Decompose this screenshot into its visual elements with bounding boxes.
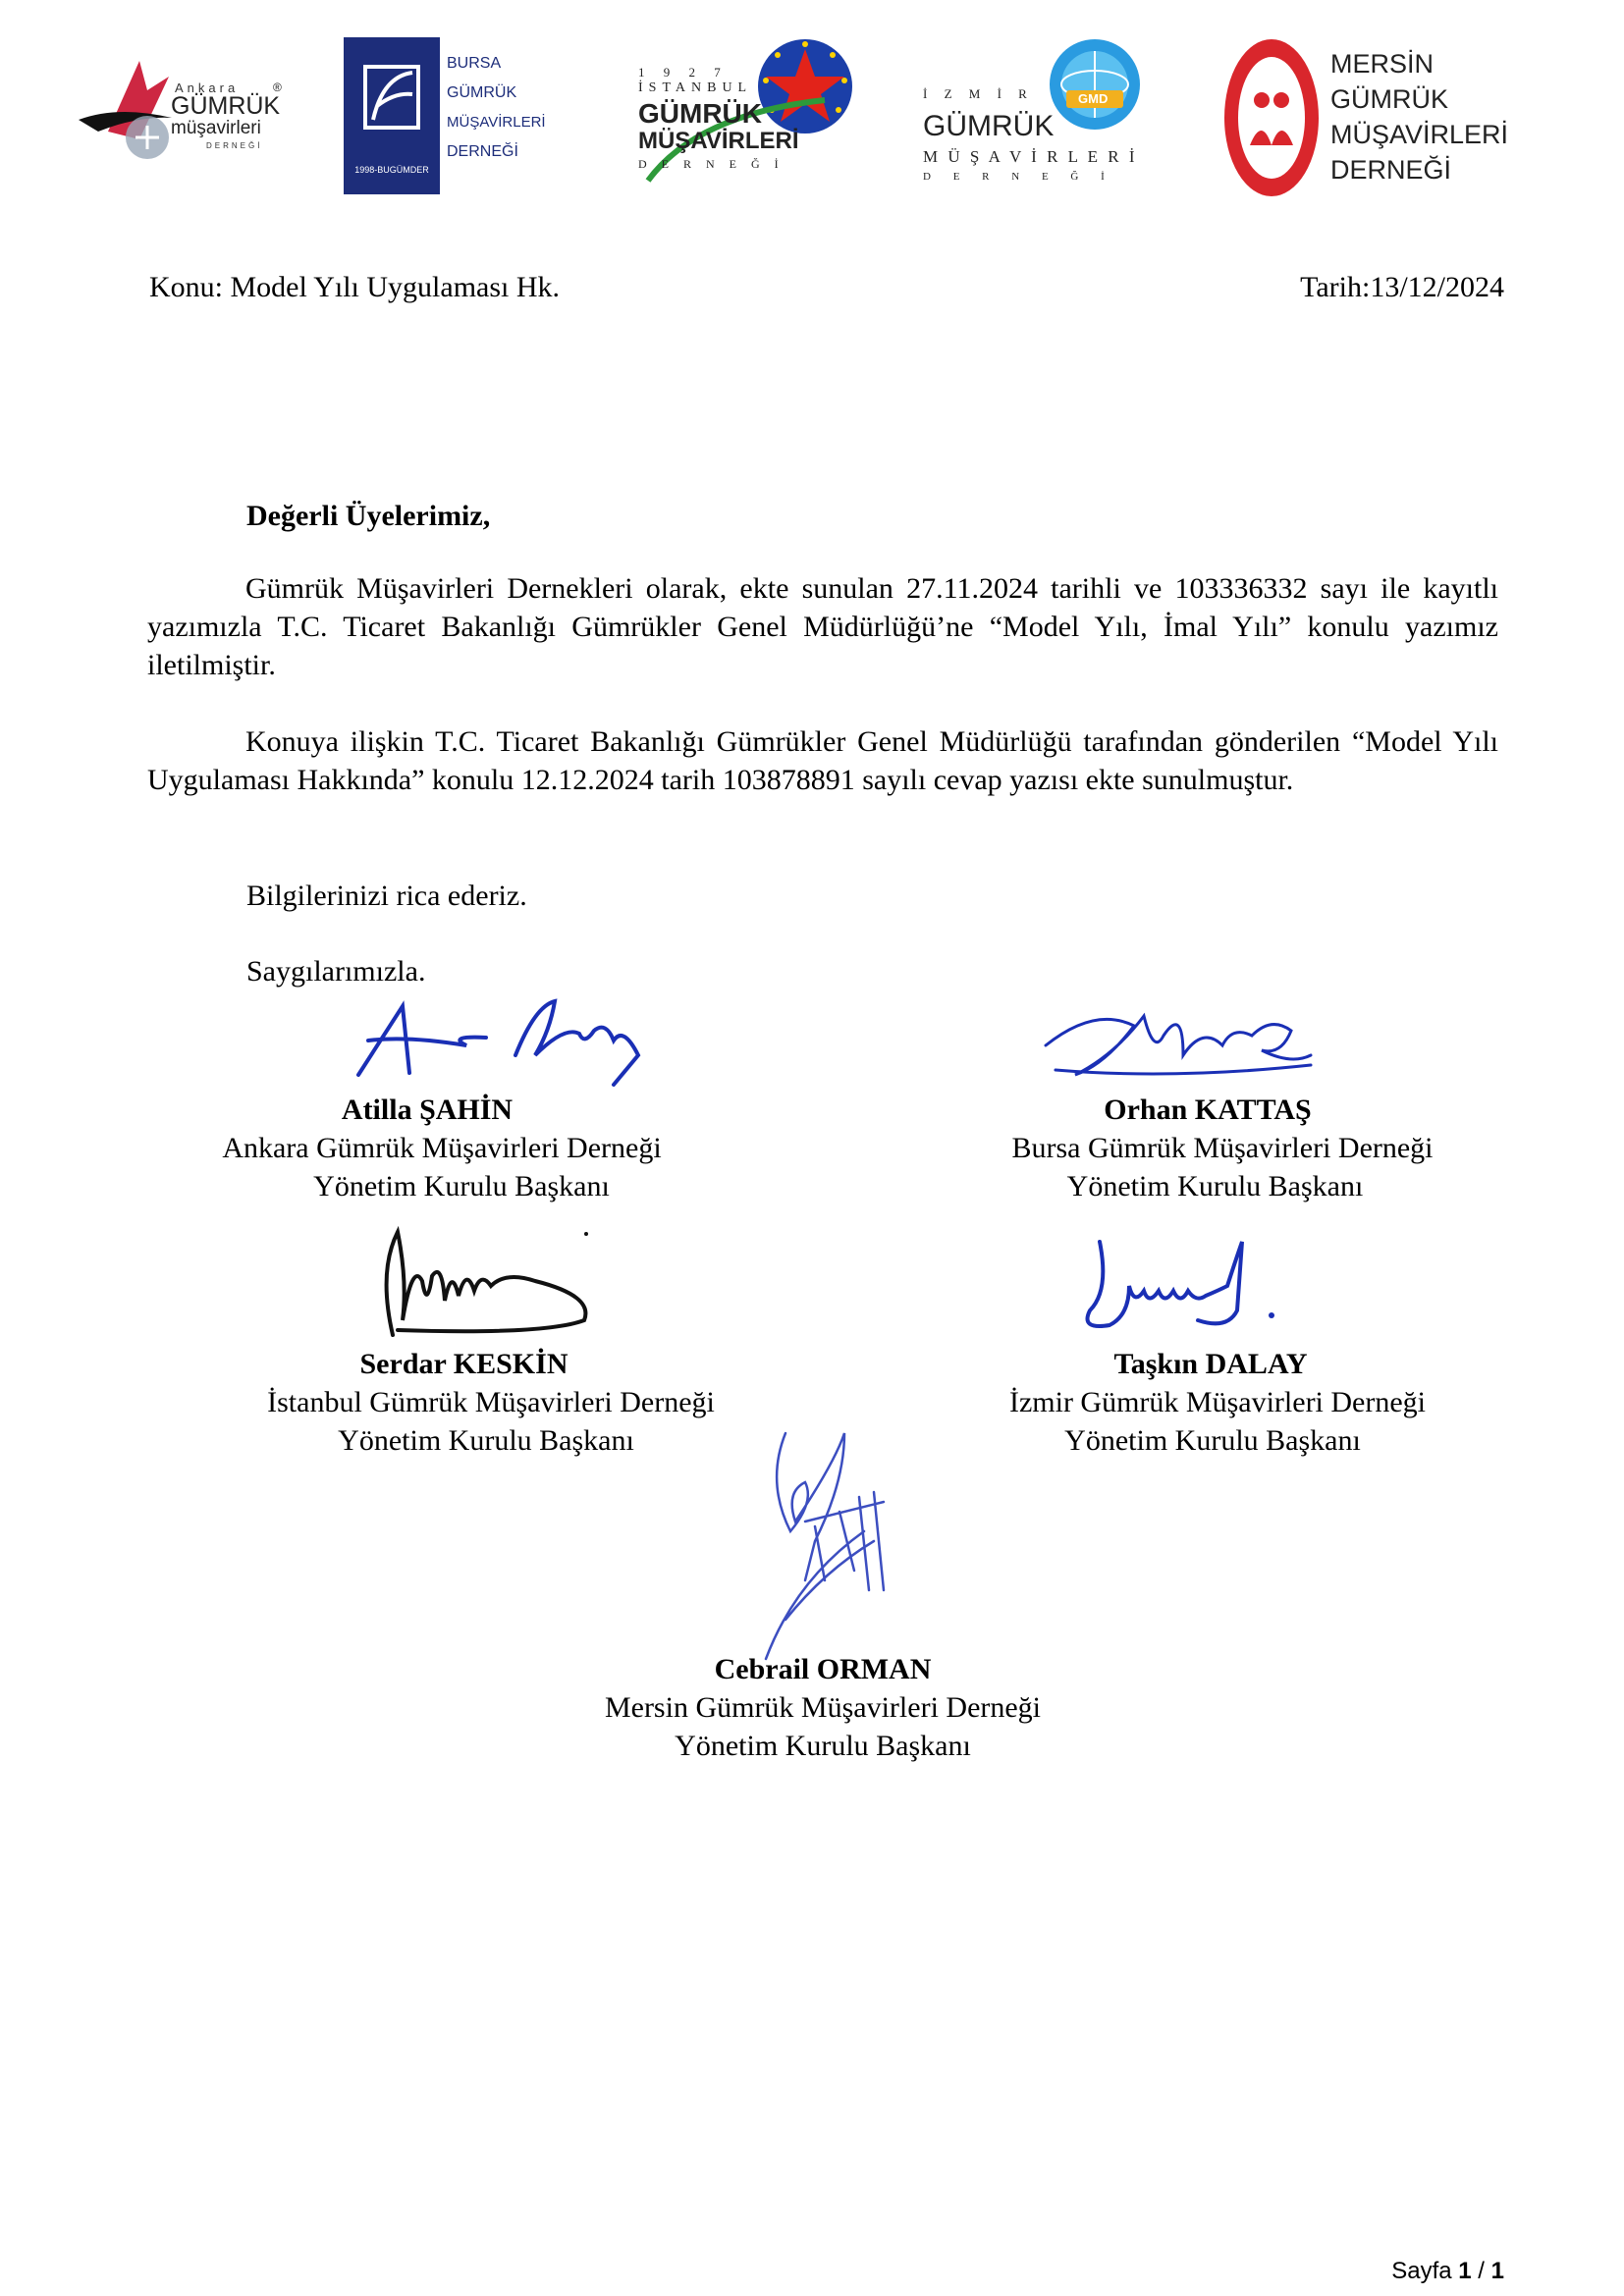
bursa-logo-box	[344, 37, 440, 194]
signatory-name: Taşkın DALAY	[1113, 1348, 1308, 1380]
izmir-association-logo	[923, 35, 1159, 197]
signatory-title: Yönetim Kurulu Başkanı	[338, 1424, 634, 1457]
signature-orhan-kattas	[1036, 996, 1330, 1090]
izmir-logo-globe	[1041, 35, 1149, 133]
signatory-ankara	[167, 1091, 717, 1205]
signatory-org: Mersin Gümrük Müşavirleri Derneği	[604, 1691, 1042, 1724]
signature-serdar-keskin	[368, 1222, 604, 1350]
istanbul-logo-line3: D E R N E Ğ İ	[638, 157, 785, 171]
signatory-org: İzmir Gümrük Müşavirleri Derneği	[1008, 1386, 1427, 1418]
ankara-logo-line3: DERNEĞİ	[206, 141, 263, 150]
signatory-bursa	[938, 1091, 1488, 1205]
page-total: 1	[1490, 2258, 1504, 2284]
signatory-org: Ankara Gümrük Müşavirleri Derneği	[222, 1132, 662, 1164]
bursa-logo-line1: BURSA	[447, 55, 502, 72]
signatory-mersin	[548, 1650, 1098, 1765]
signatory-name: Atilla ŞAHİN	[341, 1094, 514, 1126]
page-separator: /	[1478, 2258, 1485, 2284]
paragraph-2: Konuya ilişkin T.C. Ticaret Bakanlığı Gümrükler Genel Müdürlüğü tarafından gönderilen “Model Yılı Uygulaması Hakkında” konulu 12.12.2024 tarih 103878891 sayılı cevap yazısı ekte sunulmuştur.	[147, 725, 1498, 796]
closing-line: Saygılarımızla.	[246, 955, 426, 988]
mersin-logo-line2: GÜMRÜK	[1330, 84, 1448, 114]
istanbul-logo-city: İSTANBUL	[638, 80, 753, 95]
istanbul-logo-years: 1 9 2 7	[638, 65, 729, 80]
signature-atilla-sahin	[349, 987, 653, 1099]
signatory-title: Yönetim Kurulu Başkanı	[313, 1170, 610, 1202]
signatory-org: İstanbul Gümrük Müşavirleri Derneği	[267, 1386, 715, 1418]
signature-taskin-dalay	[1070, 1232, 1286, 1345]
signatory-name: Orhan KATTAŞ	[1104, 1094, 1312, 1126]
signatory-name: Cebrail ORMAN	[714, 1653, 932, 1685]
signatory-title: Yönetim Kurulu Başkanı	[675, 1730, 971, 1762]
bursa-logo-mark	[344, 37, 440, 155]
mersin-logo-seal	[1222, 37, 1321, 199]
mersin-association-logo	[1222, 37, 1509, 199]
bursa-logo-line4: DERNEĞİ	[447, 143, 518, 160]
document-subject: Konu: Model Yılı Uygulaması Hk.	[149, 271, 561, 303]
signatory-org: Bursa Gümrük Müşavirleri Derneği	[1011, 1132, 1434, 1164]
mersin-logo-line1: MERSİN	[1330, 49, 1435, 79]
istanbul-logo-line2: MÜŞAVİRLERİ	[638, 128, 799, 154]
signatory-izmir	[933, 1345, 1483, 1460]
page-current: 1	[1458, 2258, 1472, 2284]
istanbul-association-logo	[628, 35, 864, 183]
signatory-istanbul	[216, 1345, 766, 1460]
paragraph-1: Gümrük Müşavirleri Dernekleri olarak, ekte sunulan 27.11.2024 tarihli ve 103336332 sayı ile kayıtlı yazımızla T.C. Ticaret Bakanlığı Gümrükler Genel Müdürlüğü’ne “Model Yılı, İmal Yılı” konulu yazımız iletilmiştir.	[147, 572, 1498, 681]
signature-cebrail-orman	[746, 1423, 943, 1674]
ankara-association-logo	[79, 51, 285, 169]
ankara-logo-line1: GÜMRÜK	[171, 92, 281, 120]
page-number	[1355, 2258, 1504, 2285]
salutation: Değerli Üyelerimiz,	[246, 500, 491, 532]
bursa-logo-year: 1998-BUGÜMDER	[354, 165, 429, 175]
izmir-logo-line1: GÜMRÜK	[923, 110, 1055, 142]
paragraph-3: Bilgilerinizi rica ederiz.	[246, 880, 527, 912]
bursa-association-logo	[344, 37, 546, 194]
page-label: Sayfa	[1391, 2258, 1452, 2284]
ankara-logo-line2: müşavirleri	[171, 118, 261, 138]
izmir-logo-line2: M Ü Ş A V İ R L E R İ	[923, 147, 1138, 166]
ankara-logo-reg: ®	[273, 80, 282, 94]
bursa-logo-line3: MÜŞAVİRLERİ	[447, 114, 546, 131]
izmir-logo-city: İ Z M İ R	[923, 86, 1034, 101]
izmir-logo-line3: D E R N E Ğ İ	[923, 171, 1114, 183]
izmir-logo-badge: GMD	[1078, 91, 1109, 106]
mersin-logo-line3: MÜŞAVİRLERİ	[1330, 120, 1509, 149]
bursa-logo-line2: GÜMRÜK	[447, 84, 517, 101]
ankara-logo-small: Ankara	[175, 80, 240, 95]
istanbul-logo-line1: GÜMRÜK	[638, 98, 762, 129]
signatory-title: Yönetim Kurulu Başkanı	[1064, 1424, 1361, 1457]
mersin-logo-line4: DERNEĞİ	[1330, 155, 1452, 185]
signatory-title: Yönetim Kurulu Başkanı	[1066, 1170, 1364, 1202]
signatory-name: Serdar KESKİN	[359, 1348, 568, 1380]
document-date: Tarih:13/12/2024	[1300, 271, 1504, 303]
